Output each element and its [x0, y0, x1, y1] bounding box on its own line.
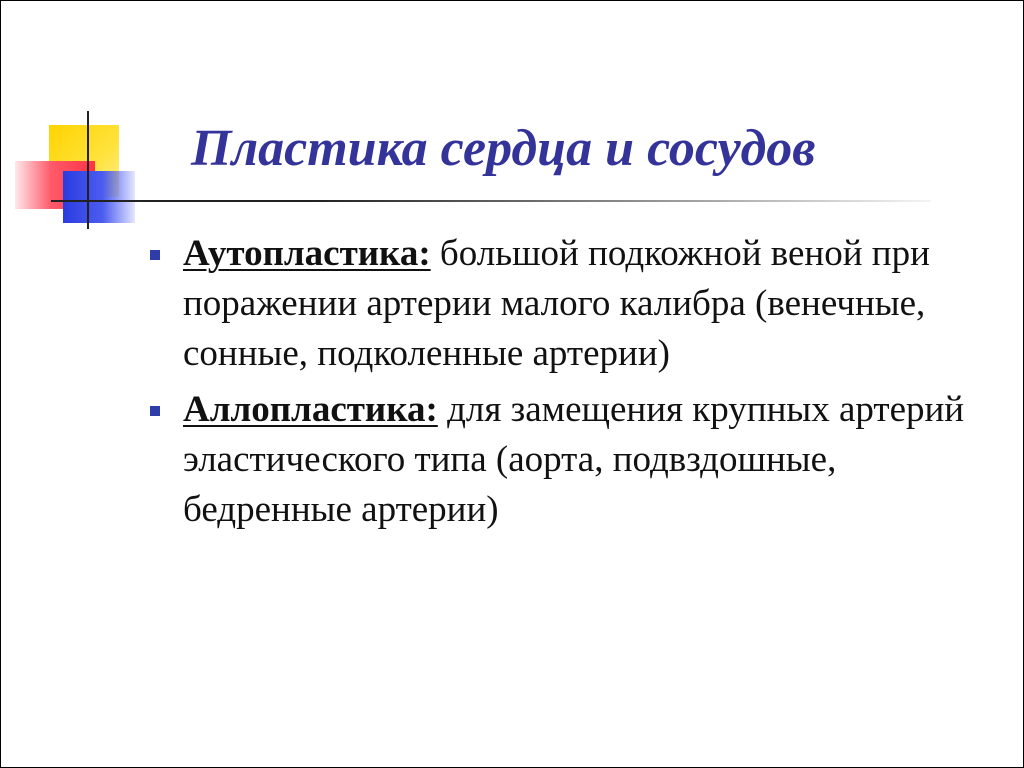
list-item-autoplasty	[146, 229, 996, 379]
slide-title: Пластика сердца и сосудов	[191, 120, 816, 177]
square-bullet-icon	[150, 250, 160, 260]
corner-logo-decoration	[1, 1, 201, 241]
bullet-text: для замещения крупных артерий эластического типа (аорта, подвздошные, бедренные артерии)	[183, 389, 965, 530]
bullet-text: большой подкожной веной при поражении артерии малого калибра (венечные, сонные, подколенные артерии)	[183, 233, 930, 374]
square-bullet-icon	[150, 406, 160, 416]
bullet-term: Аллопластика:	[183, 389, 438, 430]
bullet-list	[146, 229, 996, 541]
title-underline-decoration	[51, 200, 931, 202]
vertical-line-decoration	[87, 111, 89, 229]
list-item-alloplasty	[146, 385, 996, 535]
bullet-term: Аутопластика:	[183, 233, 431, 274]
blue-square-decoration	[63, 171, 135, 223]
